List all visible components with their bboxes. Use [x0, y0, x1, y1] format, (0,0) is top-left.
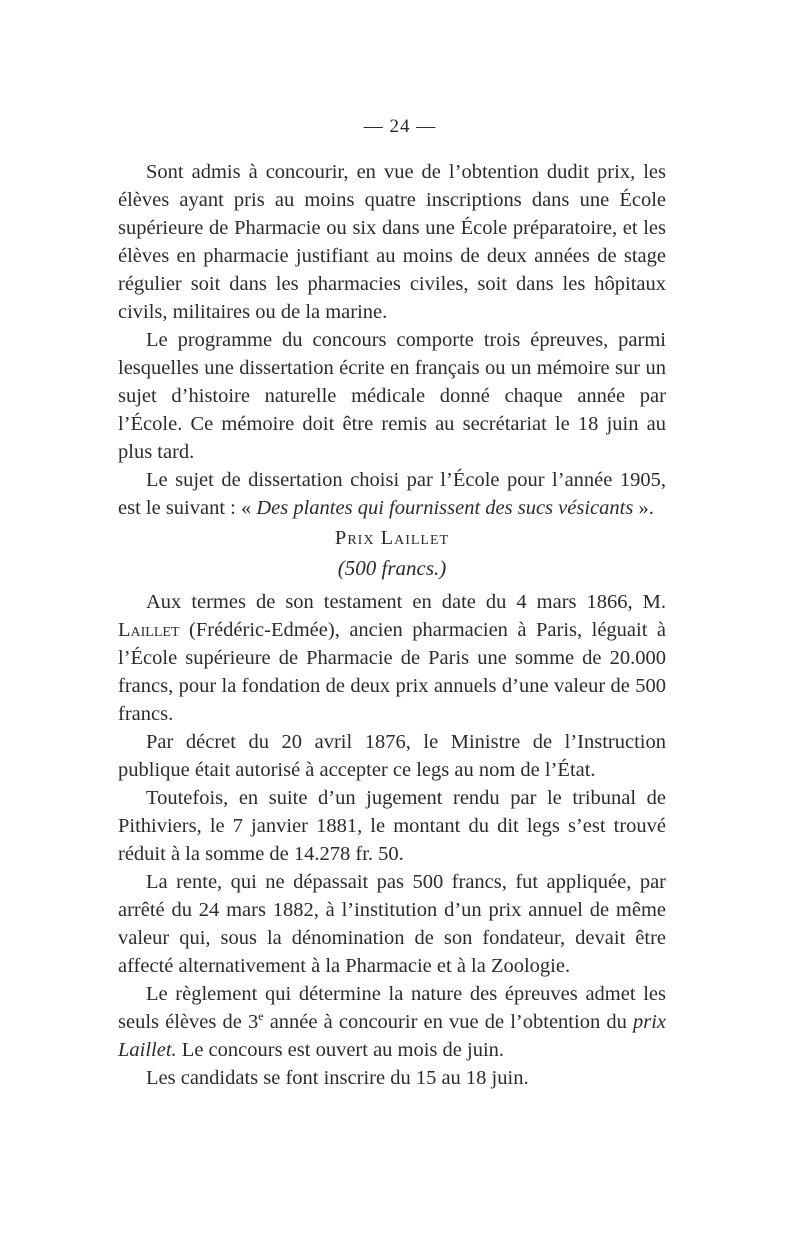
page-number: — 24 — — [363, 116, 437, 137]
paragraph-judgment: Toutefois, en suite d’un jugement rendu par le tribunal de Pithiviers, le 7 janvier 1881, le montant du dit legs s’est trouvé réduit à la somme de 14.278 fr. 50. — [118, 787, 666, 865]
reglement-end: Le concours est ouvert au mois de juin. — [176, 1039, 505, 1061]
heading-prefix: Prix — [334, 527, 375, 549]
testament-start: Aux termes de son testament en date du 4 mars 1866, M. — [146, 591, 666, 613]
testament-name: Laillet — [118, 619, 180, 641]
body-text — [118, 158, 666, 1092]
subject-close: ». — [633, 497, 654, 519]
subject-title: Des plantes qui fournissent des sucs vésicants — [256, 497, 634, 519]
subject-intro: Le sujet de dissertation choisi par l’École pour l’année 1905, est le suivant : « — [118, 469, 666, 519]
paragraph-program: Le programme du concours comporte trois épreuves, parmi lesquelles une dissertation écrite en français ou un mémoire sur un sujet d’histoire naturelle médicale donné chaque année par l’École. Ce mémoire doit être remis au secrétariat le 18 juin au plus tard. — [118, 329, 666, 463]
paragraph-rente: La rente, qui ne dépassait pas 500 francs, fut appliquée, par arrêté du 24 mars 1882, à l’institution d’un prix annuel de même valeur qui, sous la dénomination de son fondateur, devait être affecté alternativement à la Pharmacie et à la Zoologie. — [118, 871, 666, 977]
paragraph-decree: Par décret du 20 avril 1876, le Ministre de l’Instruction publique était autorisé à accepter ce legs au nom de l’État. — [118, 731, 666, 781]
reglement-sup: e — [258, 1009, 264, 1024]
testament-end: (Frédéric-Edmée), ancien pharmacien à Paris, léguait à l’École supérieure de Pharmacie de Paris une somme de 20.000 francs, pour la fondation de deux prix annuels d’une valeur de 500 francs. — [118, 619, 666, 725]
paragraph-eligibility: Sont admis à concourir, en vue de l’obtention dudit prix, les élèves ayant pris au moins quatre inscriptions dans une École supérieure de Pharmacie ou six dans une École préparatoire, et les élèves en pharmacie justifiant au moins de deux années de stage régulier soit dans les pharmacies civiles, soit dans les hôpitaux civils, militaires ou de la marine. — [118, 161, 666, 323]
section-heading — [118, 524, 666, 552]
reglement-mid: année à concourir en vue de l’obtention du — [263, 1011, 633, 1033]
reglement-prize: prix Laillet. — [118, 1011, 666, 1061]
section-subheading: (500 francs.) — [337, 556, 447, 580]
paragraph-testament — [118, 588, 666, 728]
reglement-start: Le règlement qui détermine la nature des épreuves admet les seuls élèves de 3 — [118, 983, 666, 1033]
paragraph-subject — [118, 466, 666, 522]
heading-name: Laillet — [380, 527, 450, 549]
paragraph-reglement — [118, 980, 666, 1064]
paragraph-registration: Les candidats se font inscrire du 15 au 18 juin. — [146, 1067, 529, 1089]
